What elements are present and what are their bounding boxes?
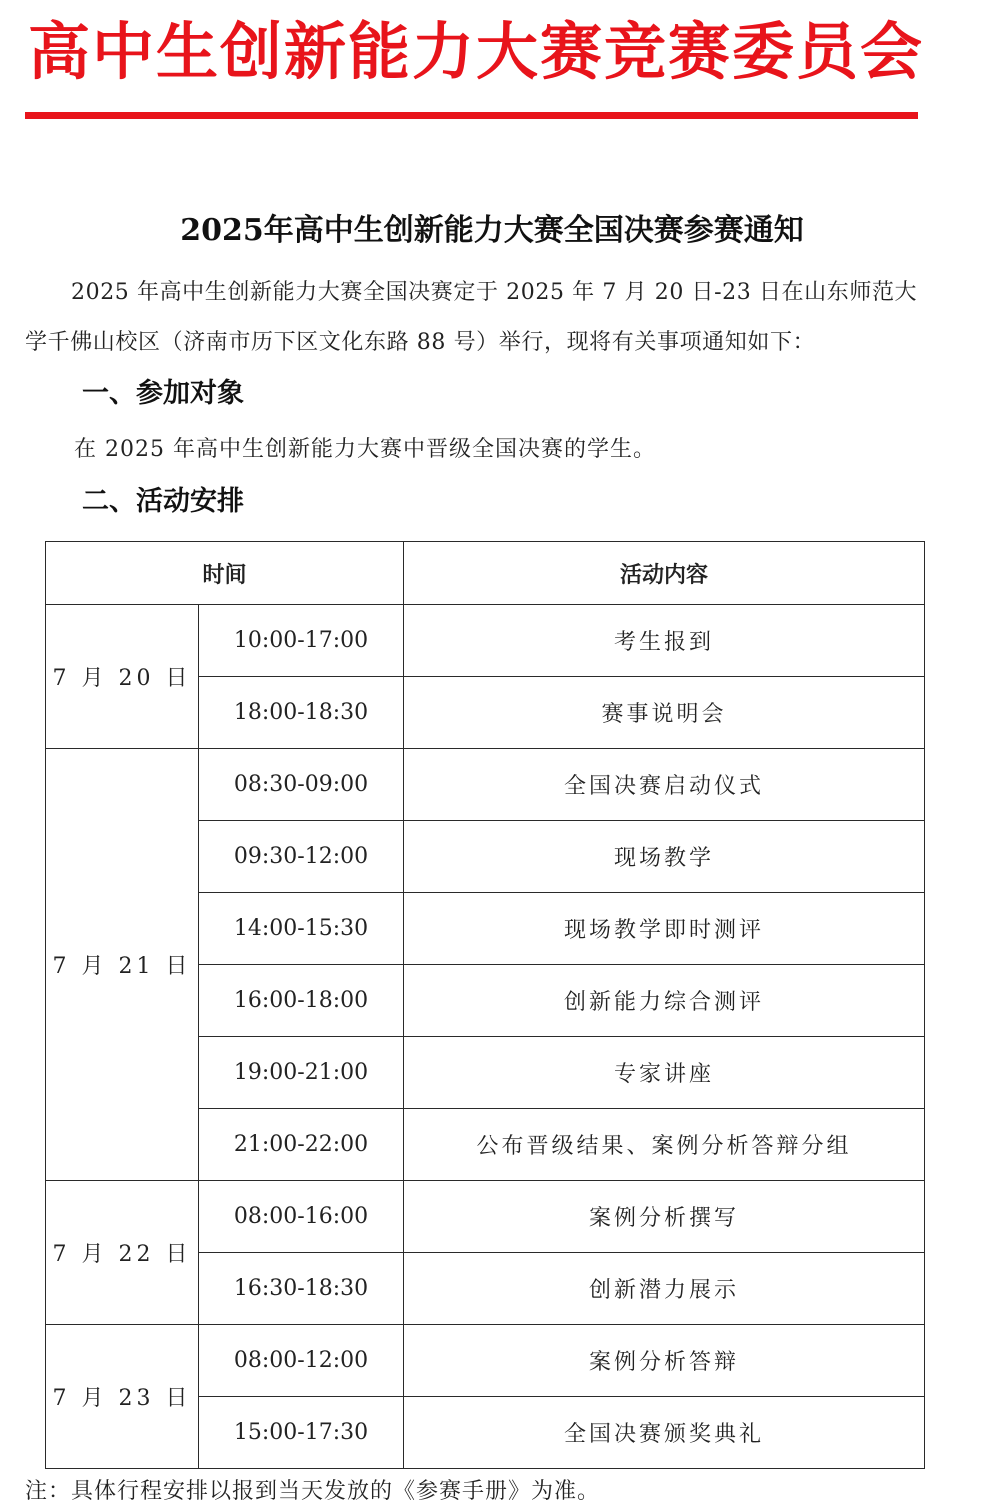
- activity-cell: 考生报到: [404, 605, 925, 677]
- header-time: 时间: [46, 542, 404, 605]
- letterhead-red-rule: [25, 112, 918, 119]
- document-title: 2025年高中生创新能力大赛全国决赛参赛通知: [180, 213, 804, 248]
- activity-cell: 案例分析答辩: [404, 1325, 925, 1397]
- time-cell: 18:00-18:30: [199, 677, 404, 749]
- table-row: [46, 605, 925, 677]
- activity-cell: 现场教学即时测评: [404, 893, 925, 965]
- footnote: 注：具体行程安排以报到当天发放的《参赛手册》为准。: [25, 1479, 601, 1504]
- time-cell: 21:00-22:00: [199, 1109, 404, 1181]
- activity-cell: 全国决赛颁奖典礼: [404, 1397, 925, 1469]
- date-cell: 7 月 22 日: [46, 1181, 199, 1325]
- time-cell: 15:00-17:30: [199, 1397, 404, 1469]
- letterhead-org-name: 高中生创新能力大赛竞赛委员会: [28, 15, 925, 88]
- header-activity: 活动内容: [404, 542, 925, 605]
- time-cell: 16:30-18:30: [199, 1253, 404, 1325]
- activity-cell: 创新能力综合测评: [404, 965, 925, 1037]
- time-cell: 14:00-15:30: [199, 893, 404, 965]
- table-row: [46, 1181, 925, 1253]
- schedule-header-row: [46, 542, 925, 605]
- date-cell: 7 月 21 日: [46, 749, 199, 1181]
- section-participants-heading: 一、参加对象: [82, 378, 244, 409]
- time-cell: 10:00-17:00: [199, 605, 404, 677]
- section-participants-body: 在 2025 年高中生创新能力大赛中晋级全国决赛的学生。: [74, 437, 656, 462]
- time-cell: 08:30-09:00: [199, 749, 404, 821]
- table-row: [46, 1325, 925, 1397]
- activity-cell: 全国决赛启动仪式: [404, 749, 925, 821]
- activity-cell: 案例分析撰写: [404, 1181, 925, 1253]
- time-cell: 09:30-12:00: [199, 821, 404, 893]
- activity-cell: 赛事说明会: [404, 677, 925, 749]
- date-cell: 7 月 23 日: [46, 1325, 199, 1469]
- time-cell: 19:00-21:00: [199, 1037, 404, 1109]
- time-cell: 16:00-18:00: [199, 965, 404, 1037]
- activity-cell: 公布晋级结果、案例分析答辩分组: [404, 1109, 925, 1181]
- activity-cell: 专家讲座: [404, 1037, 925, 1109]
- activity-cell: 现场教学: [404, 821, 925, 893]
- time-cell: 08:00-12:00: [199, 1325, 404, 1397]
- section-schedule-heading: 二、活动安排: [82, 486, 244, 517]
- activity-cell: 创新潜力展示: [404, 1253, 925, 1325]
- time-cell: 08:00-16:00: [199, 1181, 404, 1253]
- intro-paragraph: 2025 年高中生创新能力大赛全国决赛定于 2025 年 7 月 20 日-23 日在山东师范大学千佛山校区（济南市历下区文化东路 88 号）举行，现将有关事项通知如下：: [25, 280, 918, 355]
- date-cell: 7 月 20 日: [46, 605, 199, 749]
- table-row: [46, 749, 925, 821]
- schedule-table: [45, 541, 925, 1469]
